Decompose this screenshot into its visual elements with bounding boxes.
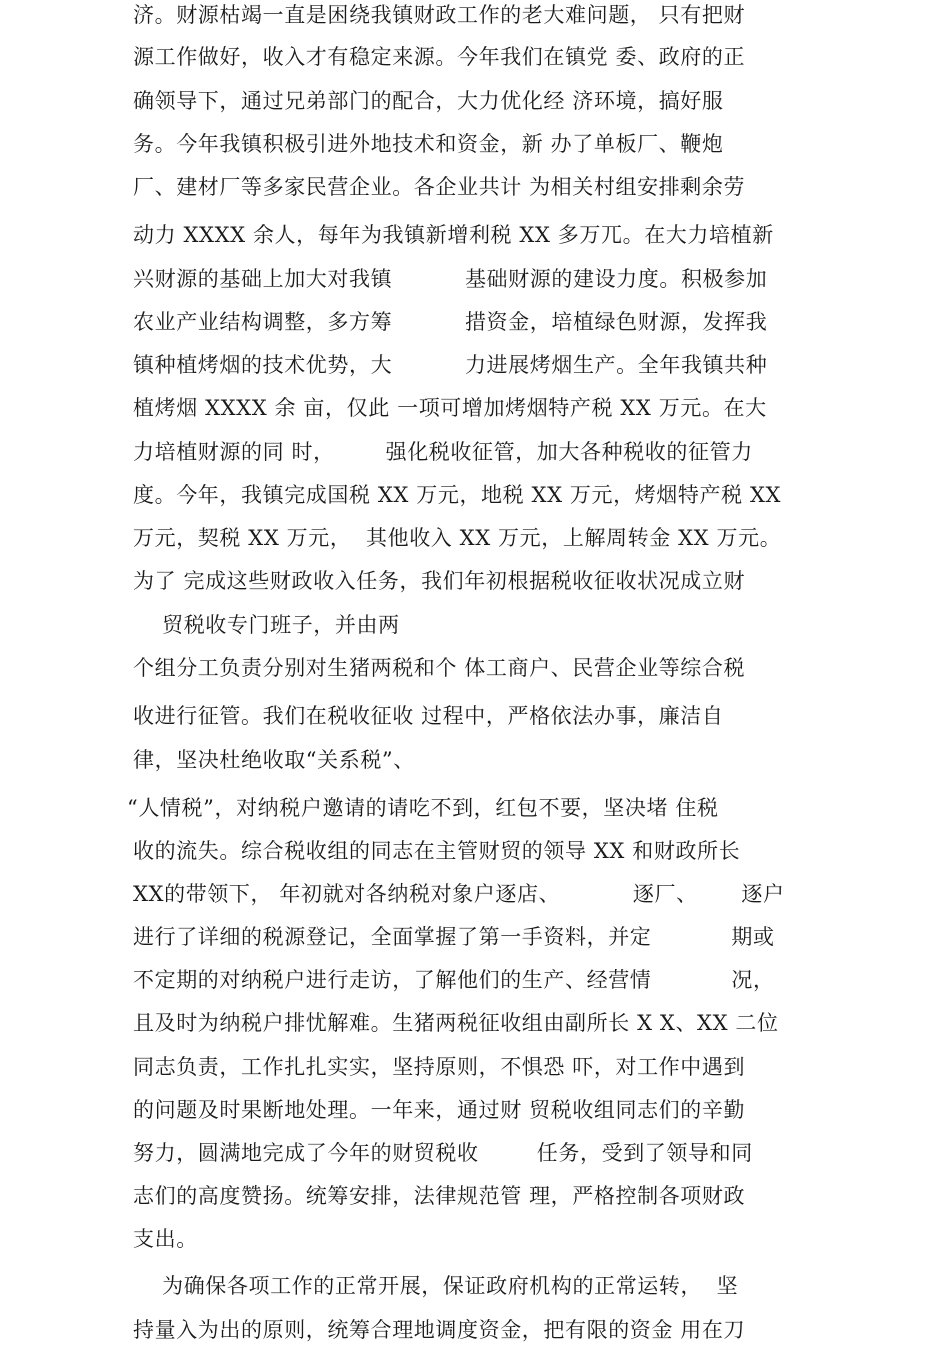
text-line: 度。今年，我镇完成国税 XX 万元，地税 XX 万元，烤烟特产税 XX <box>133 483 782 507</box>
text-line: 镇种植烤烟的技术优势，大 力进展烤烟生产。全年我镇共种 <box>133 353 768 377</box>
text-line: 的问题及时果断地处理。一年来，通过财 贸税收组同志们的辛勤 <box>133 1098 746 1122</box>
text-line: 支出。 <box>133 1227 198 1251</box>
text-line: 兴财源的基础上加大对我镇 基础财源的建设力度。积极参加 <box>133 267 768 291</box>
text-line: 且及时为纳税户排忧解难。生猪两税征收组由副所长 X X、XX 二位 <box>133 1011 779 1035</box>
text-line: 持量入为出的原则，统筹合理地调度资金，把有限的资金 用在刀 <box>133 1318 746 1342</box>
text-line: 努力，圆满地完成了今年的财贸税收 任务，受到了领导和同 <box>133 1141 753 1165</box>
text-line: 务。今年我镇积极引进外地技术和资金，新 办了单板厂、鞭炮 <box>133 132 724 156</box>
text-line: 农业产业结构调整，多方筹 措资金，培植绿色财源，发挥我 <box>133 310 768 334</box>
text-line: 为确保各项工作的正常开展，保证政府机构的正常运转， 坚 <box>133 1274 739 1298</box>
text-line: 力培植财源的同 时， 强化税收征管，加大各种税收的征管力 <box>133 440 753 464</box>
text-line: 律，坚决杜绝收取“关系税”、 <box>133 748 415 772</box>
text-line: 收的流失。综合税收组的同志在主管财贸的领导 XX 和财政所长 <box>133 839 741 863</box>
text-line: 进行了详细的税源登记，全面掌握了第一手资料，并定 期或 <box>133 925 775 949</box>
text-line: 确领导下，通过兄弟部门的配合，大力优化经 济环境，搞好服 <box>133 89 724 113</box>
text-line: 个组分工负责分别对生猪两税和个 体工商户、民营企业等综合税 <box>133 656 746 680</box>
text-line: 志们的高度赞扬。统筹安排，法律规范管 理，严格控制各项财政 <box>133 1184 746 1208</box>
text-line: “人情税”，对纳税户邀请的请吃不到，红包不要，坚决堵 住税 <box>127 796 719 820</box>
text-line: XX的带领下， 年初就对各纳税对象户逐店、 逐厂、 逐户 <box>133 882 785 906</box>
text-line: 为了 完成这些财政收入任务，我们年初根据税收征收状况成立财 <box>133 569 746 593</box>
text-line: 贸税收专门班子，并由两 <box>133 613 400 637</box>
text-line: 同志负责，工作扎扎实实，坚持原则，不惧恐 吓，对工作中遇到 <box>133 1055 746 1079</box>
text-line: 不定期的对纳税户进行走访，了解他们的生产、经营情 况， <box>133 968 775 992</box>
text-line: 厂、建材厂等多家民营企业。各企业共计 为相关村组安排剩余劳 <box>133 175 746 199</box>
text-line: 万元，契税 XX 万元， 其他收入 XX 万元，上解周转金 XX 万元。 <box>133 526 782 550</box>
text-line: 植烤烟 XXXX 余 亩，仅此 一项可增加烤烟特产税 XX 万元。在大 <box>133 396 767 420</box>
text-line: 济。财源枯竭一直是困绕我镇财政工作的老大难问题， 只有把财 <box>133 3 746 27</box>
text-line: 源工作做好，收入才有稳定来源。今年我们在镇党 委、政府的正 <box>133 45 746 69</box>
text-line: 动力 XXXX 余人，每年为我镇新增利税 XX 多万兀。在大力培植新 <box>133 223 774 247</box>
text-line: 收进行征管。我们在税收征收 过程中，严格依法办事，廉洁自 <box>133 704 724 728</box>
